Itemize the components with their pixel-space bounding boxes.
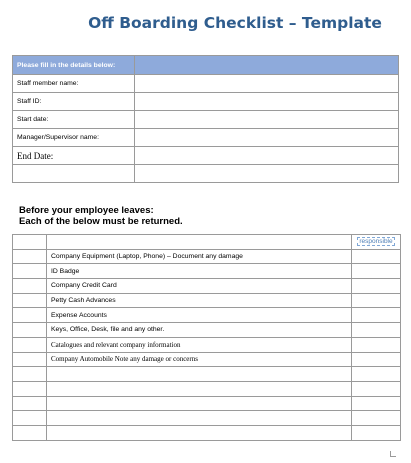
responsible-cell[interactable] xyxy=(352,352,401,367)
checklist-item-label xyxy=(47,367,352,382)
checklist-check-cell[interactable] xyxy=(13,323,47,338)
checklist-check-cell[interactable] xyxy=(13,396,47,411)
checklist-row xyxy=(13,279,401,294)
details-row xyxy=(13,93,399,111)
details-field-label: Start date: xyxy=(13,111,135,129)
checklist-row xyxy=(13,323,401,338)
section-heading-line1: Before your employee leaves: xyxy=(19,205,154,216)
checklist-row xyxy=(13,381,401,396)
responsible-cell[interactable] xyxy=(352,308,401,323)
responsible-cell[interactable] xyxy=(352,425,401,440)
details-field-label: Manager/Supervisor name: xyxy=(13,129,135,147)
responsible-cell[interactable] xyxy=(352,367,401,382)
checklist-item-label: Keys, Office, Desk, file and any other. xyxy=(47,323,352,338)
details-row xyxy=(13,111,399,129)
responsible-cell[interactable] xyxy=(352,396,401,411)
details-field-label: Staff ID: xyxy=(13,93,135,111)
details-row xyxy=(13,75,399,93)
responsible-cell[interactable] xyxy=(352,411,401,426)
checklist-row xyxy=(13,411,401,426)
responsible-cell[interactable] xyxy=(352,293,401,308)
checklist-row xyxy=(13,308,401,323)
details-field-value[interactable] xyxy=(135,165,399,183)
details-field-value[interactable] xyxy=(135,93,399,111)
details-field-value[interactable] xyxy=(135,147,399,165)
checklist-check-cell[interactable] xyxy=(13,425,47,440)
checklist-item-label: Catalogues and relevant company information xyxy=(47,337,352,352)
checklist-row xyxy=(13,235,401,250)
details-field-label: End Date: xyxy=(13,147,135,165)
details-header: Please fill in the details below: xyxy=(13,56,135,75)
details-field-value[interactable] xyxy=(135,75,399,93)
responsible-cell[interactable] xyxy=(352,264,401,279)
responsible-cell[interactable] xyxy=(352,249,401,264)
details-field-label: Staff member name: xyxy=(13,75,135,93)
checklist-row xyxy=(13,367,401,382)
checklist-item-label: ID Badge xyxy=(47,264,352,279)
responsible-cell[interactable] xyxy=(352,279,401,294)
details-header-blank xyxy=(135,56,399,75)
details-field-value[interactable] xyxy=(135,129,399,147)
checklist-check-cell[interactable] xyxy=(13,337,47,352)
checklist-check-cell[interactable] xyxy=(13,381,47,396)
checklist-item-label xyxy=(47,235,352,250)
checklist-row xyxy=(13,425,401,440)
checklist-item-label xyxy=(47,396,352,411)
checklist-item-label: Company Automobile Note any damage or concerns xyxy=(47,352,352,367)
checklist-check-cell[interactable] xyxy=(13,235,47,250)
responsible-cell[interactable] xyxy=(352,381,401,396)
checklist-row xyxy=(13,249,401,264)
checklist-row xyxy=(13,352,401,367)
checklist-item-label: Company Equipment (Laptop, Phone) – Document any damage xyxy=(47,249,352,264)
checklist-item-label: Company Credit Card xyxy=(47,279,352,294)
checklist-check-cell[interactable] xyxy=(13,293,47,308)
responsible-header-label: responsible xyxy=(359,238,393,246)
checklist-item-label: Petty Cash Advances xyxy=(47,293,352,308)
details-field-value[interactable] xyxy=(135,111,399,129)
checklist-check-cell[interactable] xyxy=(13,308,47,323)
details-row xyxy=(13,129,399,147)
responsible-cell[interactable] xyxy=(352,323,401,338)
checklist-row xyxy=(13,337,401,352)
details-row xyxy=(13,147,399,165)
responsible-cell[interactable] xyxy=(352,337,401,352)
document-title: Off Boarding Checklist – Template xyxy=(88,14,382,32)
checklist-row xyxy=(13,396,401,411)
checklist-row xyxy=(13,293,401,308)
responsible-header[interactable] xyxy=(352,235,401,250)
checklist-table xyxy=(12,234,401,441)
checklist-item-label xyxy=(47,381,352,396)
checklist-check-cell[interactable] xyxy=(13,279,47,294)
checklist-check-cell[interactable] xyxy=(13,264,47,279)
checklist-item-label xyxy=(47,411,352,426)
checklist-row xyxy=(13,264,401,279)
checklist-check-cell[interactable] xyxy=(13,352,47,367)
checklist-check-cell[interactable] xyxy=(13,411,47,426)
table-corner-mark xyxy=(390,451,396,457)
details-header-row xyxy=(13,56,399,75)
details-table xyxy=(12,55,399,183)
checklist-check-cell[interactable] xyxy=(13,367,47,382)
details-field-label xyxy=(13,165,135,183)
checklist-check-cell[interactable] xyxy=(13,249,47,264)
checklist-item-label: Expense Accounts xyxy=(47,308,352,323)
section-heading-line2: Each of the below must be returned. xyxy=(19,216,183,227)
details-row xyxy=(13,165,399,183)
checklist-item-label xyxy=(47,425,352,440)
